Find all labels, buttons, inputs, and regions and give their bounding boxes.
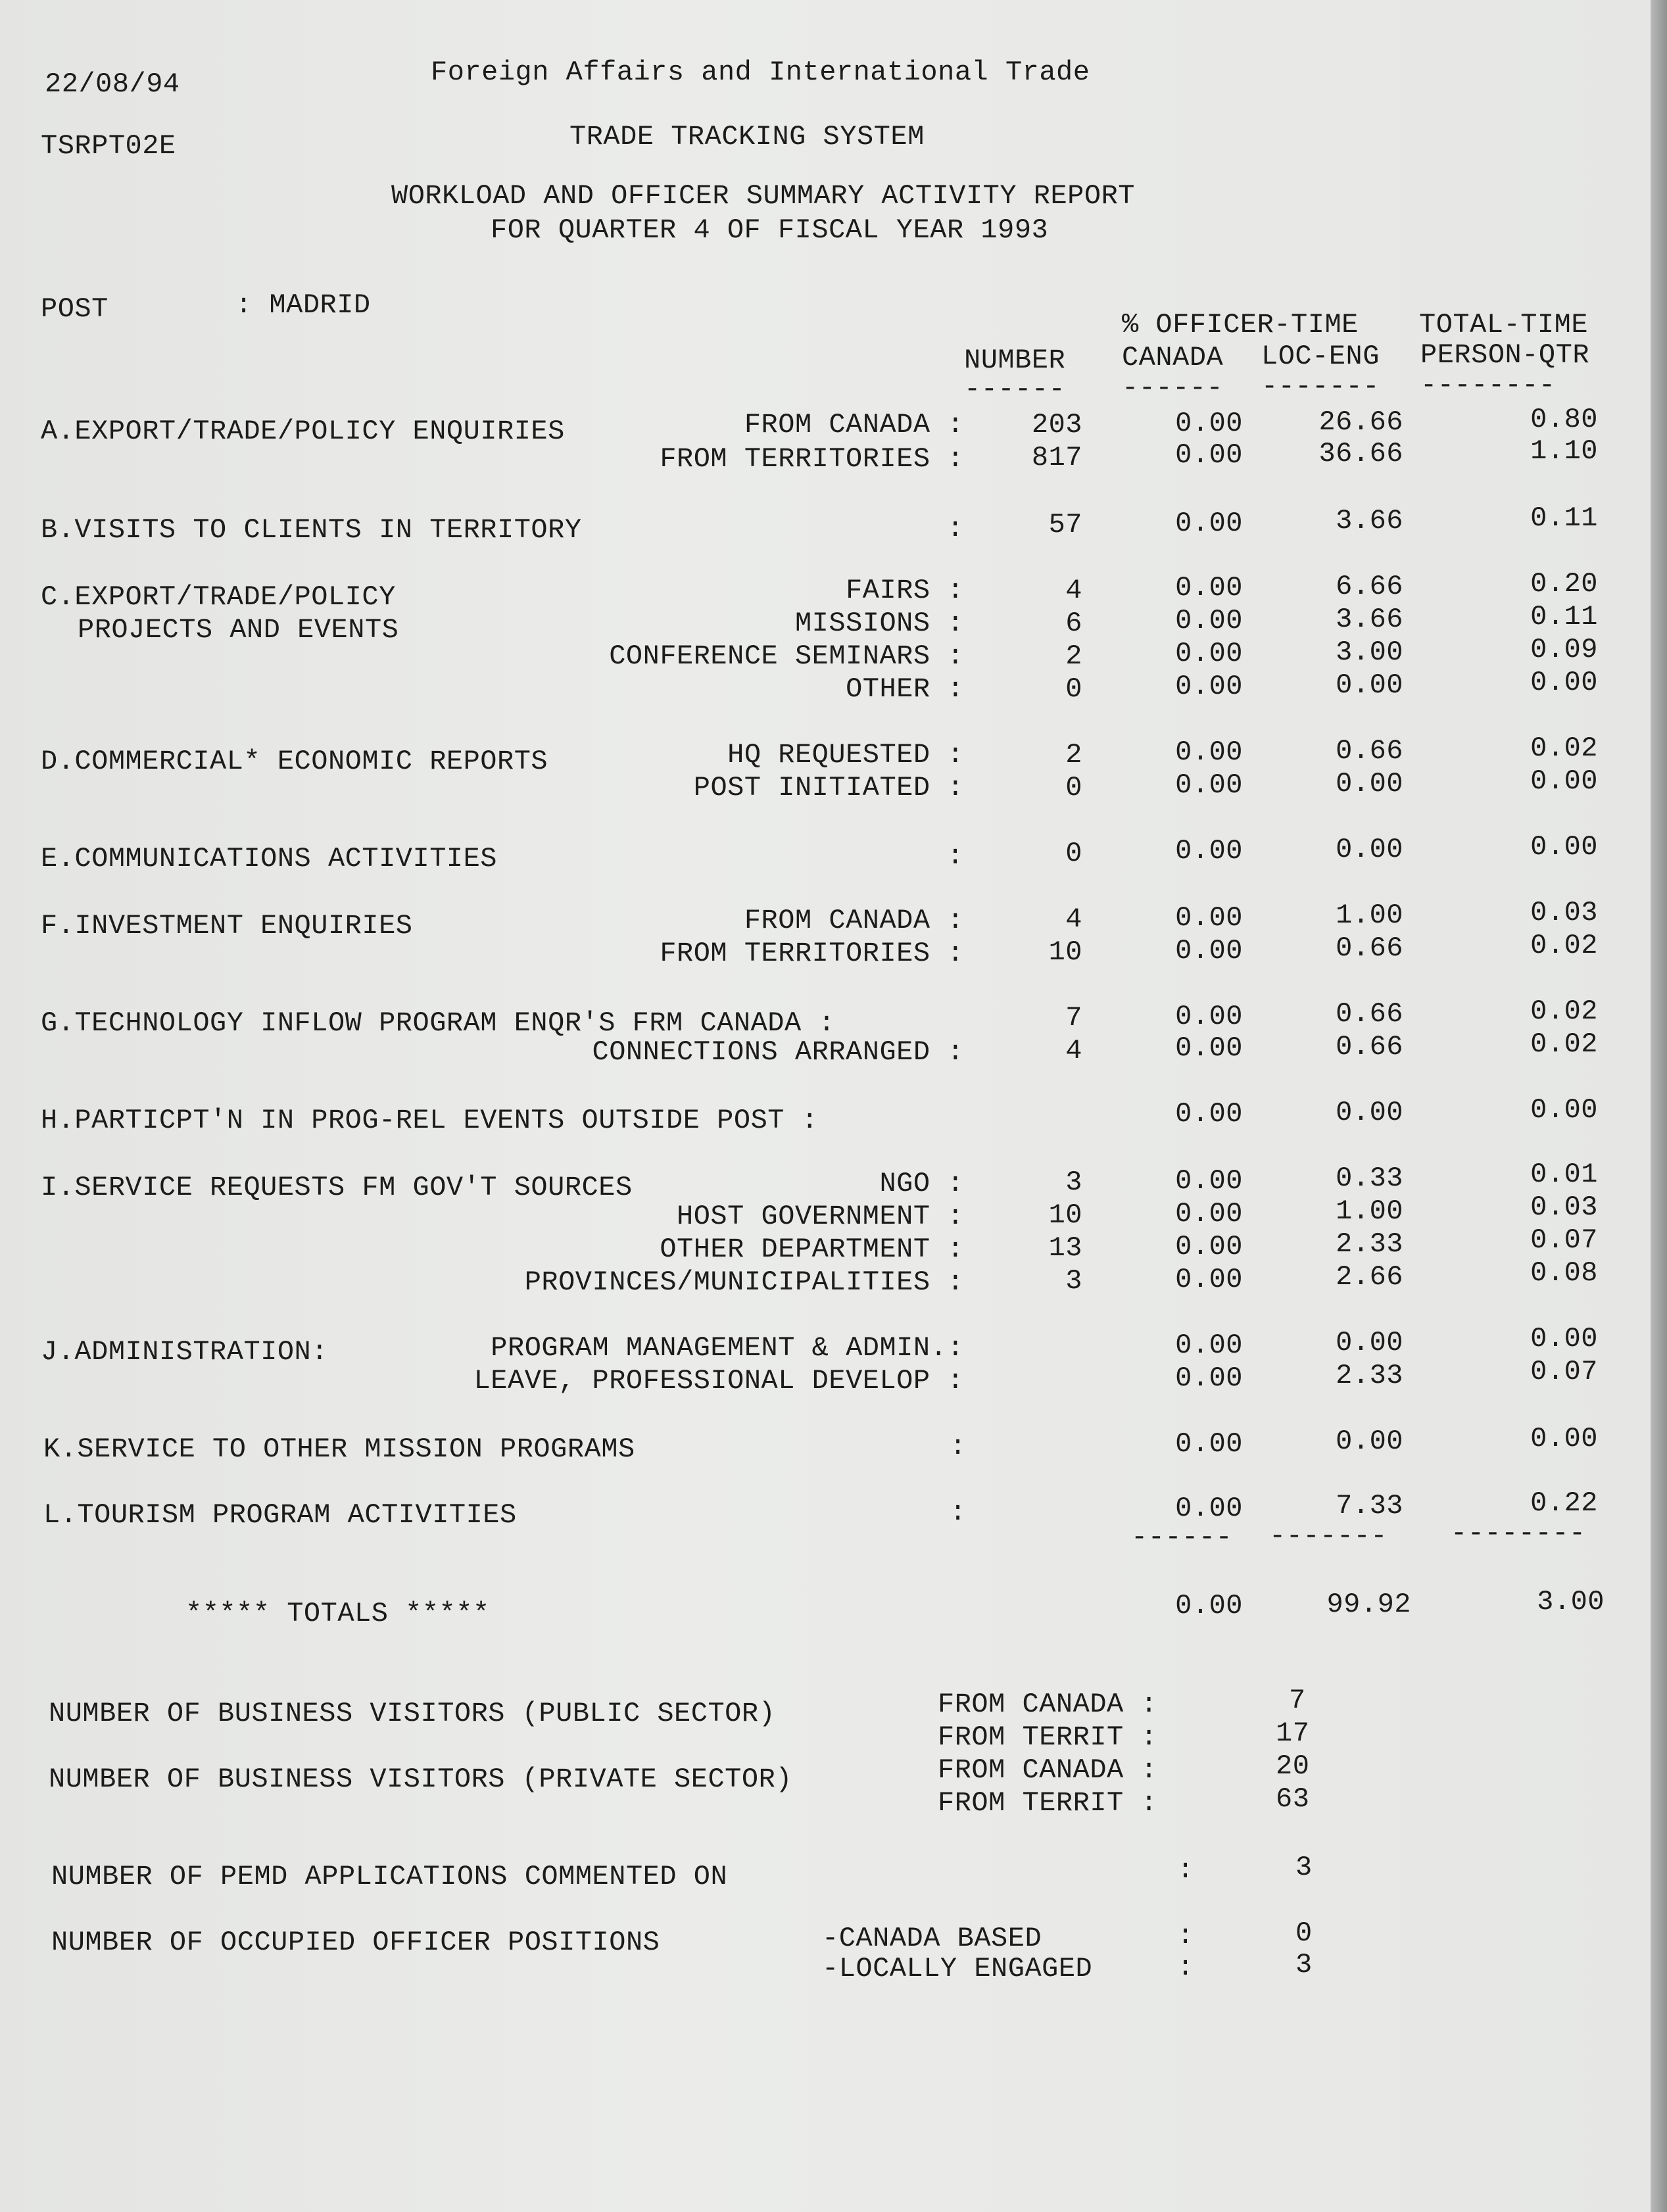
row-b-number: 57	[1048, 509, 1082, 541]
row-l-personqtr: 0.22	[1530, 1487, 1598, 1519]
row-i-number1: 3	[1065, 1166, 1082, 1198]
row-b-label: B.VISITS TO CLIENTS IN TERRITORY	[41, 514, 582, 546]
pemd-label: NUMBER OF PEMD APPLICATIONS COMMENTED ON	[51, 1861, 728, 1892]
row-l-colon: :	[950, 1497, 967, 1528]
row-c-canada2: 0.00	[1175, 605, 1243, 637]
row-b-colon: :	[947, 513, 964, 544]
loc-eng-header: LOC-ENG	[1261, 341, 1380, 372]
number-header: NUMBER	[964, 345, 1066, 376]
row-i-label: I.SERVICE REQUESTS FM GOV'T SOURCES	[41, 1172, 633, 1203]
row-c-canada1: 0.00	[1175, 572, 1243, 604]
row-c-label1: C.EXPORT/TRADE/POLICY	[41, 581, 396, 613]
row-i-canada4: 0.00	[1175, 1264, 1243, 1295]
row-f-sub1: FROM CANADA :	[744, 905, 964, 936]
row-f-number1: 4	[1065, 903, 1082, 935]
row-a-personqtr2: 1.10	[1530, 435, 1598, 467]
row-g-canada2: 0.00	[1175, 1032, 1243, 1064]
row-a-canada1: 0.00	[1175, 408, 1243, 439]
row-a-loceng1: 26.66	[1318, 406, 1403, 438]
canada-header: CANADA	[1122, 342, 1224, 373]
occupied-positions-label: NUMBER OF OCCUPIED OFFICER POSITIONS	[51, 1927, 660, 1958]
page-edge	[1651, 0, 1667, 2212]
row-f-loceng2: 0.66	[1336, 932, 1403, 964]
row-h-canada: 0.00	[1175, 1098, 1243, 1130]
row-d-loceng1: 0.66	[1336, 735, 1403, 767]
row-j-sub2: LEAVE, PROFESSIONAL DEVELOP :	[473, 1365, 964, 1397]
row-c-personqtr1: 0.20	[1530, 568, 1598, 600]
row-c-personqtr4: 0.00	[1530, 667, 1598, 698]
row-e-number: 0	[1065, 838, 1082, 869]
row-d-number1: 2	[1065, 739, 1082, 771]
row-f-number2: 10	[1048, 936, 1082, 968]
row-e-canada: 0.00	[1175, 835, 1243, 867]
row-e-loceng: 0.00	[1336, 834, 1403, 865]
row-e-label: E.COMMUNICATIONS ACTIVITIES	[41, 843, 498, 875]
row-d-personqtr2: 0.00	[1530, 765, 1598, 797]
row-i-number3: 13	[1048, 1232, 1082, 1264]
row-c-loceng1: 6.66	[1336, 571, 1403, 602]
row-f-canada2: 0.00	[1175, 935, 1243, 967]
report-title-line1: WORKLOAD AND OFFICER SUMMARY ACTIVITY REPORT	[391, 180, 1135, 212]
row-g-label: G.TECHNOLOGY INFLOW PROGRAM ENQR'S FRM CANADA :	[41, 1007, 836, 1039]
pct-officer-time-header: % OFFICER-TIME	[1122, 309, 1359, 341]
row-j-personqtr1: 0.00	[1530, 1323, 1598, 1355]
row-i-personqtr4: 0.08	[1530, 1257, 1598, 1289]
row-i-number4: 3	[1065, 1265, 1082, 1297]
public-visitors-sub1: FROM CANADA :	[938, 1689, 1158, 1720]
private-visitors-sub1: FROM CANADA :	[938, 1754, 1158, 1786]
row-c-sub1: FAIRS :	[846, 575, 964, 606]
row-d-canada2: 0.00	[1175, 769, 1243, 801]
row-f-label: F.INVESTMENT ENQUIRIES	[41, 910, 413, 942]
row-c-personqtr3: 0.09	[1530, 634, 1598, 665]
row-f-sub2: FROM TERRITORIES :	[660, 938, 964, 969]
row-l-loceng: 7.33	[1336, 1490, 1403, 1522]
row-c-canada3: 0.00	[1175, 638, 1243, 669]
row-d-sub2: POST INITIATED :	[693, 772, 964, 804]
row-d-canada1: 0.00	[1175, 736, 1243, 768]
row-a-personqtr1: 0.80	[1530, 404, 1598, 435]
row-a-sub2: FROM TERRITORIES :	[660, 443, 964, 475]
row-c-sub2: MISSIONS :	[794, 608, 964, 639]
public-visitors-value2: 17	[1276, 1718, 1310, 1749]
row-b-personqtr: 0.11	[1530, 502, 1598, 534]
row-g-sub2: CONNECTIONS ARRANGED :	[592, 1036, 964, 1068]
row-a-loceng2: 36.66	[1318, 438, 1403, 469]
totals-rule-canada: ------	[1131, 1522, 1233, 1553]
row-i-personqtr1: 0.01	[1530, 1159, 1598, 1190]
row-k-colon: :	[950, 1431, 967, 1462]
row-c-number3: 2	[1065, 640, 1082, 672]
totals-personqtr: 3.00	[1537, 1586, 1605, 1618]
row-f-loceng1: 1.00	[1336, 900, 1403, 931]
report-title-line2: FOR QUARTER 4 OF FISCAL YEAR 1993	[491, 214, 1049, 246]
row-i-canada1: 0.00	[1175, 1165, 1243, 1197]
row-l-canada: 0.00	[1175, 1493, 1243, 1524]
row-h-label: H.PARTICPT'N IN PROG-REL EVENTS OUTSIDE POST :	[41, 1105, 819, 1136]
person-qtr-header: PERSON-QTR	[1420, 339, 1590, 371]
row-c-loceng4: 0.00	[1336, 669, 1403, 701]
row-i-sub3: OTHER DEPARTMENT :	[660, 1234, 964, 1265]
row-i-loceng3: 2.33	[1336, 1228, 1403, 1260]
row-j-loceng1: 0.00	[1336, 1327, 1403, 1358]
row-j-label: J.ADMINISTRATION:	[41, 1336, 328, 1368]
department-name: Foreign Affairs and International Trade	[431, 57, 1090, 88]
row-c-canada4: 0.00	[1175, 671, 1243, 702]
row-f-personqtr2: 0.02	[1530, 930, 1598, 961]
row-i-loceng1: 0.33	[1336, 1163, 1403, 1194]
row-i-number2: 10	[1048, 1199, 1082, 1231]
occupied-positions-value2: 3	[1295, 1949, 1313, 1981]
row-e-personqtr: 0.00	[1530, 831, 1598, 863]
loc-eng-underline: -------	[1261, 371, 1380, 402]
row-j-sub1: PROGRAM MANAGEMENT & ADMIN.:	[491, 1332, 964, 1364]
occupied-positions-value1: 0	[1295, 1917, 1313, 1949]
row-e-colon: :	[947, 840, 964, 872]
row-j-canada1: 0.00	[1175, 1330, 1243, 1361]
row-k-label: K.SERVICE TO OTHER MISSION PROGRAMS	[43, 1433, 635, 1465]
row-k-canada: 0.00	[1175, 1428, 1243, 1460]
row-c-loceng2: 3.66	[1336, 604, 1403, 635]
row-j-personqtr2: 0.07	[1530, 1356, 1598, 1387]
totals-loceng: 99.92	[1326, 1589, 1411, 1620]
row-a-canada2: 0.00	[1175, 439, 1243, 471]
private-visitors-value2: 63	[1276, 1783, 1310, 1815]
pemd-colon: :	[1177, 1854, 1194, 1886]
post-value: : MADRID	[235, 289, 371, 321]
row-k-personqtr: 0.00	[1530, 1423, 1598, 1455]
person-qtr-underline: --------	[1420, 370, 1556, 401]
occupied-positions-colon1: :	[1177, 1920, 1194, 1952]
row-a-number1: 203	[1031, 409, 1082, 441]
row-i-loceng4: 2.66	[1336, 1261, 1403, 1293]
row-i-sub1: NGO :	[879, 1168, 964, 1199]
row-j-loceng2: 2.33	[1336, 1360, 1403, 1391]
private-visitors-sub2: FROM TERRIT :	[938, 1787, 1158, 1819]
row-d-personqtr1: 0.02	[1530, 733, 1598, 764]
report-code: TSRPT02E	[41, 130, 176, 162]
row-c-label2: PROJECTS AND EVENTS	[78, 614, 399, 646]
system-name: TRADE TRACKING SYSTEM	[569, 121, 925, 153]
row-g-number1: 7	[1065, 1002, 1082, 1034]
row-i-canada2: 0.00	[1175, 1198, 1243, 1230]
public-visitors-value1: 7	[1289, 1685, 1306, 1716]
row-c-number1: 4	[1065, 575, 1082, 606]
row-i-canada3: 0.00	[1175, 1231, 1243, 1262]
row-f-personqtr1: 0.03	[1530, 897, 1598, 928]
row-d-sub1: HQ REQUESTED :	[727, 739, 964, 771]
row-c-number4: 0	[1065, 673, 1082, 705]
row-i-sub2: HOST GOVERNMENT :	[677, 1201, 964, 1232]
row-i-personqtr2: 0.03	[1530, 1191, 1598, 1223]
row-c-personqtr2: 0.11	[1530, 601, 1598, 633]
occupied-positions-colon2: :	[1177, 1952, 1194, 1983]
totals-label: ***** TOTALS *****	[185, 1598, 490, 1629]
row-g-canada1: 0.00	[1175, 1001, 1243, 1032]
row-k-loceng: 0.00	[1336, 1426, 1403, 1457]
public-visitors-sub2: FROM TERRIT :	[938, 1721, 1158, 1753]
row-c-sub3: CONFERENCE SEMINARS :	[609, 640, 964, 672]
occupied-positions-sub1: -CANADA BASED	[822, 1923, 1042, 1954]
row-c-sub4: OTHER :	[846, 673, 964, 705]
row-g-number2: 4	[1065, 1035, 1082, 1067]
row-c-loceng3: 3.00	[1336, 637, 1403, 668]
number-underline: ------	[964, 373, 1066, 405]
row-h-loceng: 0.00	[1336, 1097, 1403, 1128]
post-label: POST	[41, 293, 109, 325]
row-c-number2: 6	[1065, 608, 1082, 639]
total-time-header: TOTAL-TIME	[1419, 309, 1589, 341]
row-i-sub4: PROVINCES/MUNICIPALITIES :	[524, 1266, 964, 1298]
row-b-canada: 0.00	[1175, 508, 1243, 539]
totals-rule-personqtr: --------	[1451, 1518, 1586, 1549]
row-g-loceng2: 0.66	[1336, 1031, 1403, 1063]
pemd-value: 3	[1295, 1852, 1313, 1883]
private-visitors-value1: 20	[1276, 1750, 1310, 1782]
row-h-personqtr: 0.00	[1530, 1094, 1598, 1126]
public-visitors-label: NUMBER OF BUSINESS VISITORS (PUBLIC SECTOR)	[49, 1698, 776, 1729]
totals-rule-loceng: -------	[1269, 1520, 1388, 1552]
row-g-personqtr2: 0.02	[1530, 1028, 1598, 1060]
totals-canada: 0.00	[1175, 1590, 1243, 1622]
row-f-canada1: 0.00	[1175, 902, 1243, 934]
row-a-label: A.EXPORT/TRADE/POLICY ENQUIRIES	[41, 416, 565, 447]
row-g-loceng1: 0.66	[1336, 998, 1403, 1030]
row-d-label: D.COMMERCIAL* ECONOMIC REPORTS	[41, 746, 548, 777]
row-j-canada2: 0.00	[1175, 1362, 1243, 1394]
report-date: 22/08/94	[45, 68, 180, 100]
row-i-personqtr3: 0.07	[1530, 1224, 1598, 1256]
occupied-positions-sub2: -LOCALLY ENGAGED	[822, 1953, 1093, 1984]
row-i-loceng2: 1.00	[1336, 1195, 1403, 1227]
row-l-label: L.TOURISM PROGRAM ACTIVITIES	[43, 1499, 517, 1531]
private-visitors-label: NUMBER OF BUSINESS VISITORS (PRIVATE SECTOR)	[49, 1764, 792, 1795]
row-g-personqtr1: 0.02	[1530, 996, 1598, 1027]
row-b-loceng: 3.66	[1336, 505, 1403, 537]
row-d-number2: 0	[1065, 772, 1082, 804]
canada-underline: ------	[1122, 372, 1224, 404]
row-d-loceng2: 0.00	[1336, 768, 1403, 800]
row-a-sub1: FROM CANADA :	[744, 409, 964, 441]
row-a-number2: 817	[1031, 442, 1082, 473]
